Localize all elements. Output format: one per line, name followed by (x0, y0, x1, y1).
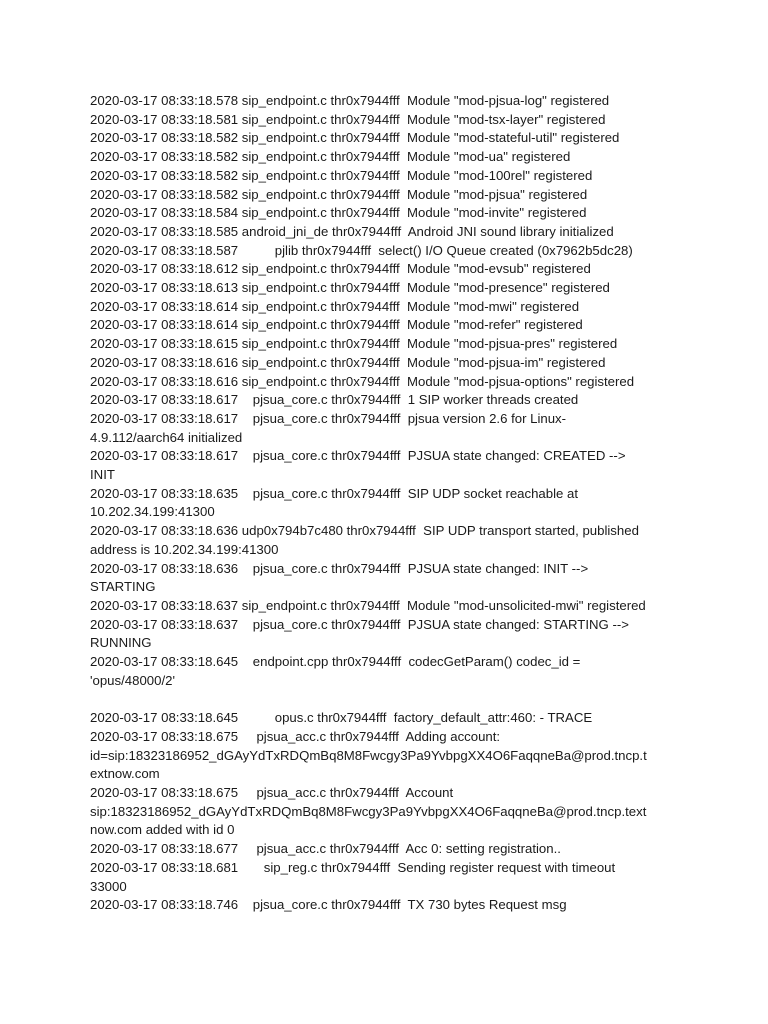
log-line: id=sip:18323186952_dGAyYdTxRDQmBq8M8Fwcgy3Pa9YvbpgXX4O6FaqqneBa@prod.tncp.t (90, 747, 647, 763)
blank-line (90, 691, 686, 710)
log-line: 2020-03-17 08:33:18.612 sip_endpoint.c thr0x7944fff Module "mod-evsub" registered (90, 261, 591, 277)
log-line: 2020-03-17 08:33:18.581 sip_endpoint.c thr0x7944fff Module "mod-tsx-layer" registered (90, 111, 606, 127)
log-line: 2020-03-17 08:33:18.587 pjlib thr0x7944fff select() I/O Queue created (0x7962b5dc28) (90, 242, 633, 258)
log-line: 2020-03-17 08:33:18.582 sip_endpoint.c thr0x7944fff Module "mod-ua" registered (90, 149, 571, 165)
log-line: now.com added with id 0 (90, 822, 235, 838)
log-line: 2020-03-17 08:33:18.578 sip_endpoint.c thr0x7944fff Module "mod-pjsua-log" registered (90, 93, 610, 108)
log-line: 2020-03-17 08:33:18.614 sip_endpoint.c thr0x7944fff Module "mod-refer" registered (90, 317, 583, 333)
log-line: 2020-03-17 08:33:18.675 pjsua_acc.c thr0x7944fff Account (90, 785, 454, 800)
log-line: 2020-03-17 08:33:18.617 pjsua_core.c thr0x7944fff PJSUA state changed: CREATED --> (90, 448, 626, 464)
log-text-body (90, 92, 686, 915)
log-line: 2020-03-17 08:33:18.617 pjsua_core.c thr0x7944fff pjsua version 2.6 for Linux- (90, 410, 567, 426)
log-line: 2020-03-17 08:33:18.645 opus.c thr0x7944fff factory_default_attr:460: - TRACE (90, 710, 593, 726)
log-line: 2020-03-17 08:33:18.617 pjsua_core.c thr0x7944fff 1 SIP worker threads created (90, 392, 579, 408)
log-line: INIT (90, 467, 115, 483)
log-line: 2020-03-17 08:33:18.585 android_jni_de thr0x7944fff Android JNI sound library initialized (90, 223, 614, 239)
log-line: 2020-03-17 08:33:18.637 pjsua_core.c thr0x7944fff PJSUA state changed: STARTING --> (90, 616, 629, 632)
log-line: 2020-03-17 08:33:18.677 pjsua_acc.c thr0x7944fff Acc 0: setting registration.. (90, 841, 561, 857)
log-line: 2020-03-17 08:33:18.616 sip_endpoint.c thr0x7944fff Module "mod-pjsua-im" registered (90, 354, 606, 370)
log-line: 2020-03-17 08:33:18.582 sip_endpoint.c thr0x7944fff Module "mod-100rel" registered (90, 167, 593, 183)
log-line: 2020-03-17 08:33:18.582 sip_endpoint.c thr0x7944fff Module "mod-pjsua" registered (90, 186, 588, 202)
log-line: RUNNING (90, 635, 152, 651)
log-line: 2020-03-17 08:33:18.615 sip_endpoint.c thr0x7944fff Module "mod-pjsua-pres" registered (90, 336, 618, 352)
log-line: 2020-03-17 08:33:18.675 pjsua_acc.c thr0x7944fff Adding account: (90, 728, 501, 744)
log-line: 2020-03-17 08:33:18.636 pjsua_core.c thr0x7944fff PJSUA state changed: INIT --> (90, 560, 589, 576)
log-line: 2020-03-17 08:33:18.637 sip_endpoint.c thr0x7944fff Module "mod-unsolicited-mwi" registered (90, 597, 646, 613)
log-line: 2020-03-17 08:33:18.636 udp0x794b7c480 thr0x7944fff SIP UDP transport started, published (90, 523, 639, 539)
log-line: sip:18323186952_dGAyYdTxRDQmBq8M8Fwcgy3Pa9YvbpgXX4O6FaqqneBa@prod.tncp.text (90, 803, 647, 819)
log-line: STARTING (90, 579, 156, 595)
log-line: 2020-03-17 08:33:18.681 sip_reg.c thr0x7944fff Sending register request with timeout (90, 859, 616, 875)
log-line: 4.9.112/aarch64 initialized (90, 429, 243, 445)
log-line: address is 10.202.34.199:41300 (90, 541, 279, 557)
log-line: 2020-03-17 08:33:18.613 sip_endpoint.c thr0x7944fff Module "mod-presence" registered (90, 280, 610, 296)
log-line: 'opus/48000/2' (90, 672, 175, 688)
log-line: 33000 (90, 878, 127, 894)
log-line: 2020-03-17 08:33:18.616 sip_endpoint.c thr0x7944fff Module "mod-pjsua-options" registered (90, 373, 635, 389)
log-line: 2020-03-17 08:33:18.584 sip_endpoint.c thr0x7944fff Module "mod-invite" registered (90, 205, 587, 221)
log-line: 2020-03-17 08:33:18.746 pjsua_core.c thr0x7944fff TX 730 bytes Request msg (90, 897, 567, 913)
log-line: 2020-03-17 08:33:18.645 endpoint.cpp thr0x7944fff codecGetParam() codec_id = (90, 654, 581, 670)
log-line: 2020-03-17 08:33:18.635 pjsua_core.c thr0x7944fff SIP UDP socket reachable at (90, 485, 579, 501)
log-line: 2020-03-17 08:33:18.582 sip_endpoint.c thr0x7944fff Module "mod-stateful-util" registered (90, 130, 620, 146)
log-line: extnow.com (90, 766, 160, 782)
log-line: 2020-03-17 08:33:18.614 sip_endpoint.c thr0x7944fff Module "mod-mwi" registered (90, 298, 580, 314)
log-line: 10.202.34.199:41300 (90, 504, 215, 520)
